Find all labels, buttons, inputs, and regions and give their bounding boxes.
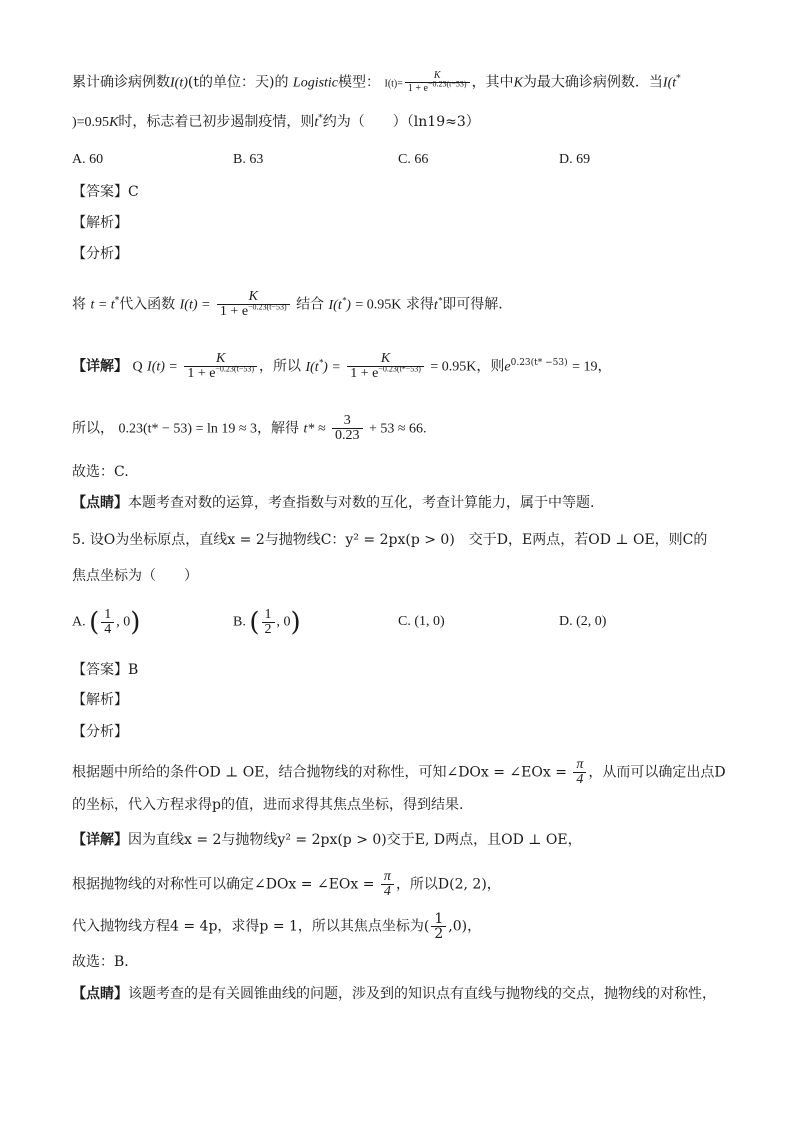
q4-detail-q: Q [132,359,143,375]
q5-option-b-num: 1 [262,608,275,623]
q4-model: 模型： [338,74,381,91]
q5-option-a-num: 1 [101,608,114,623]
q4-detail-so: ，所以 [259,358,301,375]
q4-detail-den-base-1: 1 + e [187,366,216,381]
q5-detail-half-num: 1 [431,912,446,927]
q4-dianjing [72,493,594,513]
q5-number: 5. [72,532,86,548]
q5-detail-pi-frac [381,870,394,899]
q5-detail-1: 因为直线x = 2与抛物线y² = 2px(p > 0)交于E, D两点，且OD ⊥ OE， [128,832,582,848]
q5-detail-3b: ,0)， [448,918,482,935]
q5-option-a-lparen: ( [89,607,100,638]
q5-stem-line1 [72,530,707,550]
q4-K: K [513,75,523,91]
q5-detail-2a: 根据抛物线的对称性可以确定∠DOx = ∠EOx = [72,876,375,893]
q4-detail-exp: 0.23(t* −53) [510,357,568,368]
q5-jiexi: 【解析】 [72,692,128,708]
q5-detail-line3 [72,912,481,941]
q4-detail-den-exp-1: −0.23(t−53) [215,364,254,374]
q5-option-c: C. (1, 0) [398,614,445,629]
q4-solve-expr: 0.23(t* − 53) = ln 19 ≈ 3 [118,421,258,437]
q5-detail-four: 4 [383,884,391,899]
q4-solve-fraction [332,414,363,443]
q4-detail-then: ，则 [476,358,505,375]
q5-detail-label: 【详解】 [72,832,128,848]
q5-analysis-pi: π [573,758,586,773]
q4-frac-den [405,79,470,95]
q4-option-d: D. 69 [559,152,591,167]
q5-option-a [72,608,140,637]
q4-dianjing-label: 【点睛】 [72,495,128,511]
q4-line2-star: * [318,113,323,124]
q4-line2-t: t [314,115,319,130]
q4-detail-19: = 19， [572,359,612,375]
q5-option-a-zero: , 0 [116,614,131,630]
q5-option-b-den: 2 [264,622,272,637]
q4-detail-fraction-1 [184,352,257,381]
q5-option-d: D. (2, 0) [559,614,607,629]
q4-analysis-star: * [114,295,120,306]
q4-detail-den-base-2: 1 + e [350,366,379,381]
q4-analysis-I: I(t) = [179,297,211,313]
q5-dianjing [72,984,716,1004]
q5-dianjing-label: 【点睛】 [72,986,128,1002]
q5-fenxi: 【分析】 [72,724,128,740]
q4-unit: (t的单位：天)的 [187,74,289,91]
q4-analysis-c: 结合 [296,296,325,313]
q4-It-star: I(t [662,75,677,91]
q4-detail-den-1 [184,364,257,381]
q4-analysis-den-exp: −0.23(t−53) [248,302,287,312]
q4-logistic-fraction [405,70,470,95]
q4-line2-K: K [109,115,119,130]
q4-frac-num: K [405,70,470,83]
q4-analysis-It: I(t*) [328,294,351,313]
q4-solve-so: 所以， [72,420,114,437]
q4-line2-b: 时，标志着已初步遏制疫情，则 [118,114,315,130]
q5-dianjing-text: 该题考查的是有关圆锥曲线的问题，涉及到的知识点有直线与抛物线的交点，抛物线的对称性， [128,986,716,1002]
q4-stem-line1 [72,70,681,95]
q4-line2-a: )=0.95 [72,115,110,130]
q4-analysis-a: 将 [72,296,86,313]
q5-detail-pi: π [381,870,394,885]
q4-stem3: 为最大确诊病例数．当 [522,74,663,91]
q4-detail-fraction-2 [347,352,424,381]
q5-analysis-a: 根据题中所给的条件OD ⊥ OE，结合抛物线的对称性，可知∠DOx = ∠EOx = [72,764,567,781]
q5-stem: 设O为坐标原点，直线x = 2与抛物线C：y² = 2px(p > 0) 交于D，E两点，若OD ⊥ OE，则C的 [89,532,708,548]
q4-star: * [676,73,681,84]
q4-stem2: ，其中 [471,74,514,91]
q4-detail-den-2 [347,364,424,381]
q5-choose: 故选：B. [72,954,129,970]
q4-detail-num-1: K [184,352,257,367]
q5-detail-line2 [72,870,501,899]
q4-analysis-d: 求得 [405,296,434,313]
q5-detail-half [431,912,446,941]
q5-option-a-den: 4 [104,622,112,637]
q4-dianjing-text: 本题考查对数的运算，考查指数与对数的互化，考查计算能力，属于中等题. [128,495,595,511]
q4-stem-line2 [72,112,480,133]
q4-solve-t: t* ≈ [303,421,326,437]
q5-option-b-label: B. [233,614,246,630]
q4-analysis-num: K [217,290,290,305]
q4-analysis [72,290,503,319]
q4-analysis-e: 即可得解. [442,296,503,313]
q4-option-b: B. 63 [233,152,264,167]
q5-analysis-b: ，从而可以确定出点D [588,764,726,781]
q5-stem-line2: 焦点坐标为（ ） [72,568,198,584]
q5-detail-2b: ，所以D(2, 2)， [395,876,501,893]
q5-analysis-four: 4 [576,772,584,787]
q5-answer: 【答案】B [72,662,139,678]
q5-option-a-rparen: ) [130,607,141,638]
q5-detail-3a: 代入抛物线方程4 = 4p，求得p = 1，所以其焦点坐标为( [72,918,430,935]
q4-option-a: A. 60 [72,152,104,167]
q4-solve-label: ，解得 [257,420,300,437]
q4-solve-tail: + 53 ≈ 66. [368,421,427,437]
q4-detail-eq: = 0.95K [430,359,477,375]
q4-fenxi: 【分析】 [72,246,128,262]
q4-den-base: 1 + e [407,83,428,94]
q4-solve-num: 3 [332,414,363,429]
q5-analysis-line2: 的坐标，代入方程求得p的值，进而求得其焦点坐标，得到结果. [72,797,464,813]
q5-detail-line1 [72,830,582,850]
q4-jiexi: 【解析】 [72,215,128,231]
q5-detail-half-den: 2 [434,926,444,942]
q4-detail [72,352,612,381]
q4-detail-e: e [504,359,511,375]
q5-option-b-rparen: ) [290,607,301,638]
q5-analysis-line1 [72,758,726,787]
q4-solve [72,414,427,443]
q4-analysis-den [217,302,290,319]
q4-detail-It: I(t*) = [305,356,341,375]
q4-analysis-fraction [217,290,290,319]
q4-logistic: Logistic [292,75,339,91]
q5-option-b-lparen: ( [249,607,260,638]
q4-choose: 故选：C. [72,464,129,480]
q4-analysis-den-base: 1 + e [219,304,249,319]
q5-option-b-zero: , 0 [276,614,291,630]
q4-den-exp: −0.23(t−53) [427,79,467,89]
q4-stem-text: 累计确诊病例数 [72,74,170,91]
q5-option-b-frac [262,608,275,637]
q4-solve-den: 0.23 [335,428,360,443]
q4-detail-num-2: K [347,352,424,367]
q4-analysis-cond: = 0.95K [355,297,402,313]
q5-option-a-frac [101,608,114,637]
q4-detail-label: 【详解】 [72,358,128,375]
q5-analysis-pi-frac [573,758,586,787]
q4-answer: 【答案】C [72,184,139,200]
q4-analysis-b: 代入函数 [119,296,176,313]
q4-analysis-tstar: t* [433,294,443,313]
q5-option-b [233,608,301,637]
q4-formula-lhs: I(t)= [384,78,403,90]
q4-It: I(t) [170,75,188,91]
q4-detail-den-exp-2: −0.23(t*−53) [378,364,421,374]
q5-option-a-label: A. [72,614,86,630]
q4-detail-I: I(t) = [147,359,178,375]
q4-option-c: C. 66 [398,152,429,167]
q4-line2-c: 约为（ ）（ln19≈3） [322,114,480,130]
q4-analysis-t: t = t [90,297,115,313]
